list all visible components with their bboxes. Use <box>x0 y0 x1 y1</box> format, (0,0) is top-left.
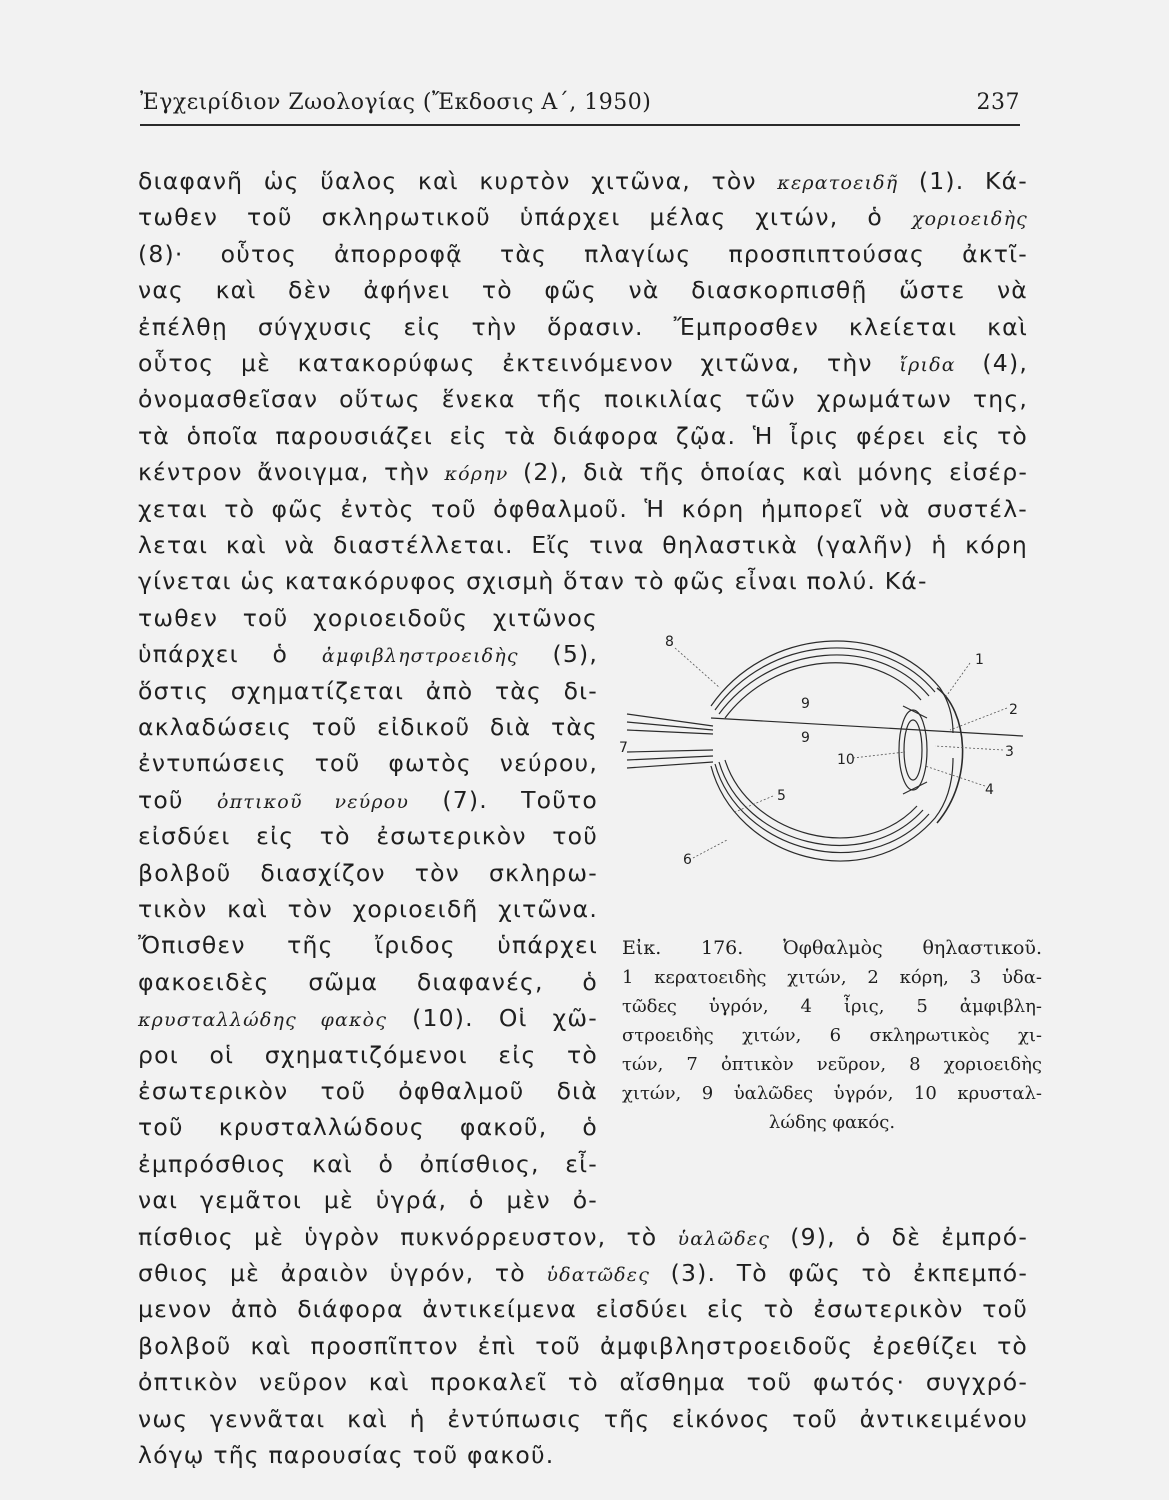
text-run: ναι γεμᾶτοι μὲ ὑγρά, ὁ μὲν ὀ- <box>138 1186 598 1215</box>
text-line <box>138 166 1028 198</box>
label-9-lower: 9 <box>801 730 810 746</box>
italic-term: ἀμφιβληστροειδὴς <box>321 645 519 668</box>
optic-nerve <box>627 714 713 768</box>
text-run: οὗτος μὲ κατακορύφως ἐκτεινόμενον χιτῶνα, τὴν <box>138 349 900 377</box>
text-line <box>138 348 1028 380</box>
text-run: τοῦ κρυσταλλώδους φακοῦ, ὁ <box>138 1113 598 1142</box>
text-run: (3). Τὸ φῶς τὸ ἐκπεμπό- <box>650 1259 1029 1287</box>
text-line <box>138 566 1028 596</box>
eye-diagram <box>615 618 1035 908</box>
text-run: (2), διὰ τῆς ὁποίας καὶ μόνης εἰσέρ- <box>508 458 1028 487</box>
text-run: κέντρον ἄνοιγμα, τὴν <box>138 458 445 487</box>
text-run: ροι οἱ σχηματιζόμενοι εἰς τὸ <box>138 1040 598 1069</box>
text-run: βολβοῦ καὶ προσπῖπτον ἐπὶ τοῦ ἀμφιβληστροειδοῦς ἐρεθίζει τὸ <box>138 1331 1028 1360</box>
label-2: 2 <box>1009 702 1018 718</box>
label-3: 3 <box>1005 744 1014 760</box>
text-line <box>138 1185 598 1215</box>
text-line <box>138 1331 1028 1361</box>
text-run: τωθεν τοῦ χοριοειδοῦς χιτῶνος <box>138 603 598 632</box>
italic-term: κερατοειδῆ <box>777 172 899 194</box>
text-run: χεται τὸ φῶς ἐντὸς τοῦ ὀφθαλμοῦ. Ἡ κόρη ἠμπορεῖ νὰ συστέλ- <box>138 494 1028 523</box>
text-line <box>138 1258 1028 1290</box>
text-run: ἐντυπώσεις τοῦ φωτὸς νεύρου, <box>138 749 598 778</box>
label-5: 5 <box>777 788 786 804</box>
text-run: (10). Οἱ χῶ- <box>387 1004 598 1033</box>
italic-term: ἴριδα <box>899 354 956 376</box>
caption-line: στροειδὴς χιτών, 6 σκληρωτικὸς χι- <box>622 1025 1042 1046</box>
page-number: 237 <box>976 90 1020 115</box>
text-run: ακλαδώσεις τοῦ εἰδικοῦ διὰ τὰς <box>138 713 598 741</box>
text-run: ἐμπρόσθιος καὶ ὁ ὀπίσθιος, εἶ- <box>138 1149 598 1178</box>
text-line <box>138 1294 1028 1324</box>
text-line <box>138 1440 1028 1470</box>
text-line <box>138 894 598 924</box>
text-run: (7). Τοῦτο <box>409 785 598 814</box>
text-line <box>138 1112 598 1142</box>
text-run: σθιος μὲ ἀραιὸν ὑγρόν, τὸ <box>138 1259 547 1287</box>
italic-term: ὑαλῶδες <box>677 1227 771 1250</box>
text-line <box>138 639 598 671</box>
text-line <box>138 967 598 997</box>
eyeball-layers <box>711 641 963 861</box>
italic-term: ὑδατῶδες <box>546 1264 651 1286</box>
text-run: γίνεται ὡς κατακόρυφος σχισμὴ ὅταν τὸ φῶς εἶναι πολύ. Κά- <box>138 567 928 596</box>
caption-line: 1 κερατοειδὴς χιτών, 2 κόρη, 3 ὑδα- <box>622 967 1042 988</box>
text-run: τὰ ὁποῖα παρουσιάζει εἰς τὰ διάφορα ζῷα. Ἡ ἶρις φέρει εἰς τὸ <box>138 421 1028 450</box>
caption-line: λώδης φακός. <box>768 1112 896 1133</box>
text-line <box>138 785 598 817</box>
optic-axis <box>711 718 1023 736</box>
label-10: 10 <box>837 752 855 768</box>
text-run: μενον ἀπὸ διάφορα ἀντικείμενα εἰσδύει εἰς τὸ ἐσωτερικὸν τοῦ <box>138 1295 1028 1324</box>
text-run: (8)· οὗτος ἀπορροφᾷ τὰς πλαγίως προσπιπτούσας ἀκτῖ- <box>138 239 1028 268</box>
text-line <box>138 676 598 706</box>
text-line <box>138 494 1028 524</box>
text-run: ὑπάρχει ὁ <box>138 640 322 669</box>
text-line <box>138 457 1028 489</box>
text-run: (5), <box>518 640 599 669</box>
text-run: ἐπέλθῃ σύγχυσις εἰς τὴν ὅρασιν. Ἔμπροσθεν κλείεται καὶ <box>138 312 1028 341</box>
text-line <box>138 603 598 633</box>
text-line <box>138 239 1028 269</box>
text-line <box>138 930 598 960</box>
caption-line: τών, 7 ὀπτικὸν νεῦρον, 8 χοριοειδὴς <box>622 1054 1042 1075</box>
text-run: βολβοῦ διασχίζον τὸν σκληρω- <box>138 858 598 887</box>
caption-title: Εἰκ. 176. Ὀφθαλμὸς θηλαστικοῦ. <box>622 937 1042 959</box>
text-line <box>138 275 1028 305</box>
text-run: λεται καὶ νὰ διαστέλλεται. Εἴς τινα θηλαστικὰ (γαλῆν) ἡ κόρη <box>138 531 1028 559</box>
italic-term: χοριοειδὴς <box>911 208 1028 231</box>
text-line <box>138 1076 598 1106</box>
text-run: πίσθιος μὲ ὑγρὸν πυκνόρρευστον, τὸ <box>138 1222 678 1251</box>
text-run: τωθεν τοῦ σκληρωτικοῦ ὑπάρχει μέλας χιτών, ὁ <box>138 203 912 232</box>
italic-term: κρυσταλλώδης φακὸς <box>138 1009 388 1032</box>
text-line <box>138 1040 598 1070</box>
text-line <box>138 421 1028 451</box>
caption-line: τῶδες ὑγρόν, 4 ἶρις, 5 ἀμφιβλη- <box>622 996 1042 1017</box>
italic-term: ὀπτικοῦ νεύρου <box>216 790 410 813</box>
retina-lower <box>719 762 923 845</box>
text-run: ὀπτικὸν νεῦρον καὶ προκαλεῖ τὸ αἴσθημα τοῦ φωτός· συγχρό- <box>138 1368 1028 1397</box>
lens <box>899 710 927 790</box>
inner-lower <box>725 760 917 838</box>
text-line <box>138 384 1028 414</box>
text-run: νας καὶ δὲν ἀφήνει τὸ φῶς νὰ διασκορπισθῇ ὥστε νὰ <box>138 276 1028 305</box>
text-run: ὅστις σχηματίζεται ἀπὸ τὰς δι- <box>138 676 598 705</box>
label-8: 8 <box>665 634 674 650</box>
text-run: ἐσωτερικὸν τοῦ ὀφθαλμοῦ διὰ <box>138 1077 598 1105</box>
text-run: λόγῳ τῆς παρουσίας τοῦ φακοῦ. <box>138 1441 555 1469</box>
text-run: διαφανῆ ὡς ὕαλος καὶ κυρτὸν χιτῶνα, τὸν <box>138 167 778 195</box>
text-run: (1). Κά- <box>898 167 1028 195</box>
label-6: 6 <box>683 852 692 868</box>
text-run: τικὸν καὶ τὸν χοριοειδῆ χιτῶνα. <box>138 895 598 923</box>
label-4: 4 <box>985 782 994 798</box>
text-line <box>138 202 1028 234</box>
text-run: εἰσδύει εἰς τὸ ἐσωτερικὸν τοῦ <box>138 822 598 851</box>
inner-layer <box>725 663 921 718</box>
iris <box>903 706 927 794</box>
label-7: 7 <box>619 740 628 756</box>
text-line <box>138 1367 1028 1397</box>
text-run: Ὄπισθεν τῆς ἴριδος ὑπάρχει <box>138 931 598 960</box>
text-line <box>138 1404 1028 1434</box>
label-1: 1 <box>975 652 984 668</box>
label-9-upper: 9 <box>801 696 810 712</box>
text-line <box>138 312 1028 342</box>
text-line <box>138 821 598 851</box>
text-line <box>138 1222 1028 1254</box>
text-run: (4), <box>955 349 1028 377</box>
text-line <box>138 1149 598 1179</box>
text-run: ὀνομασθεῖσαν οὕτως ἕνεκα τῆς ποικιλίας τῶν χρωμάτων της, <box>138 385 1028 414</box>
text-line <box>138 1003 598 1035</box>
figure-caption <box>622 934 1042 1137</box>
text-line <box>138 530 1028 560</box>
text-line <box>138 712 598 742</box>
text-run: τοῦ <box>138 785 217 814</box>
text-run: νως γεννᾶται καὶ ἡ ἐντύπωσις τῆς εἰκόνος τοῦ ἀντικειμένου <box>138 1404 1028 1433</box>
text-run: (9), ὁ δὲ ἐμπρό- <box>770 1222 1028 1251</box>
italic-term: κόρην <box>444 463 509 486</box>
running-header <box>140 88 1020 126</box>
book-title: Ἐγχειρίδιον Ζωολογίας (Ἔκδοσις Α΄, 1950) <box>140 90 652 115</box>
text-run: φακοειδὲς σῶμα διαφανές, ὁ <box>138 967 598 996</box>
caption-line: χιτών, 9 ὑαλῶδες ὑγρόν, 10 κρυσταλ- <box>622 1083 1042 1104</box>
text-line <box>138 858 598 888</box>
text-line <box>138 748 598 778</box>
